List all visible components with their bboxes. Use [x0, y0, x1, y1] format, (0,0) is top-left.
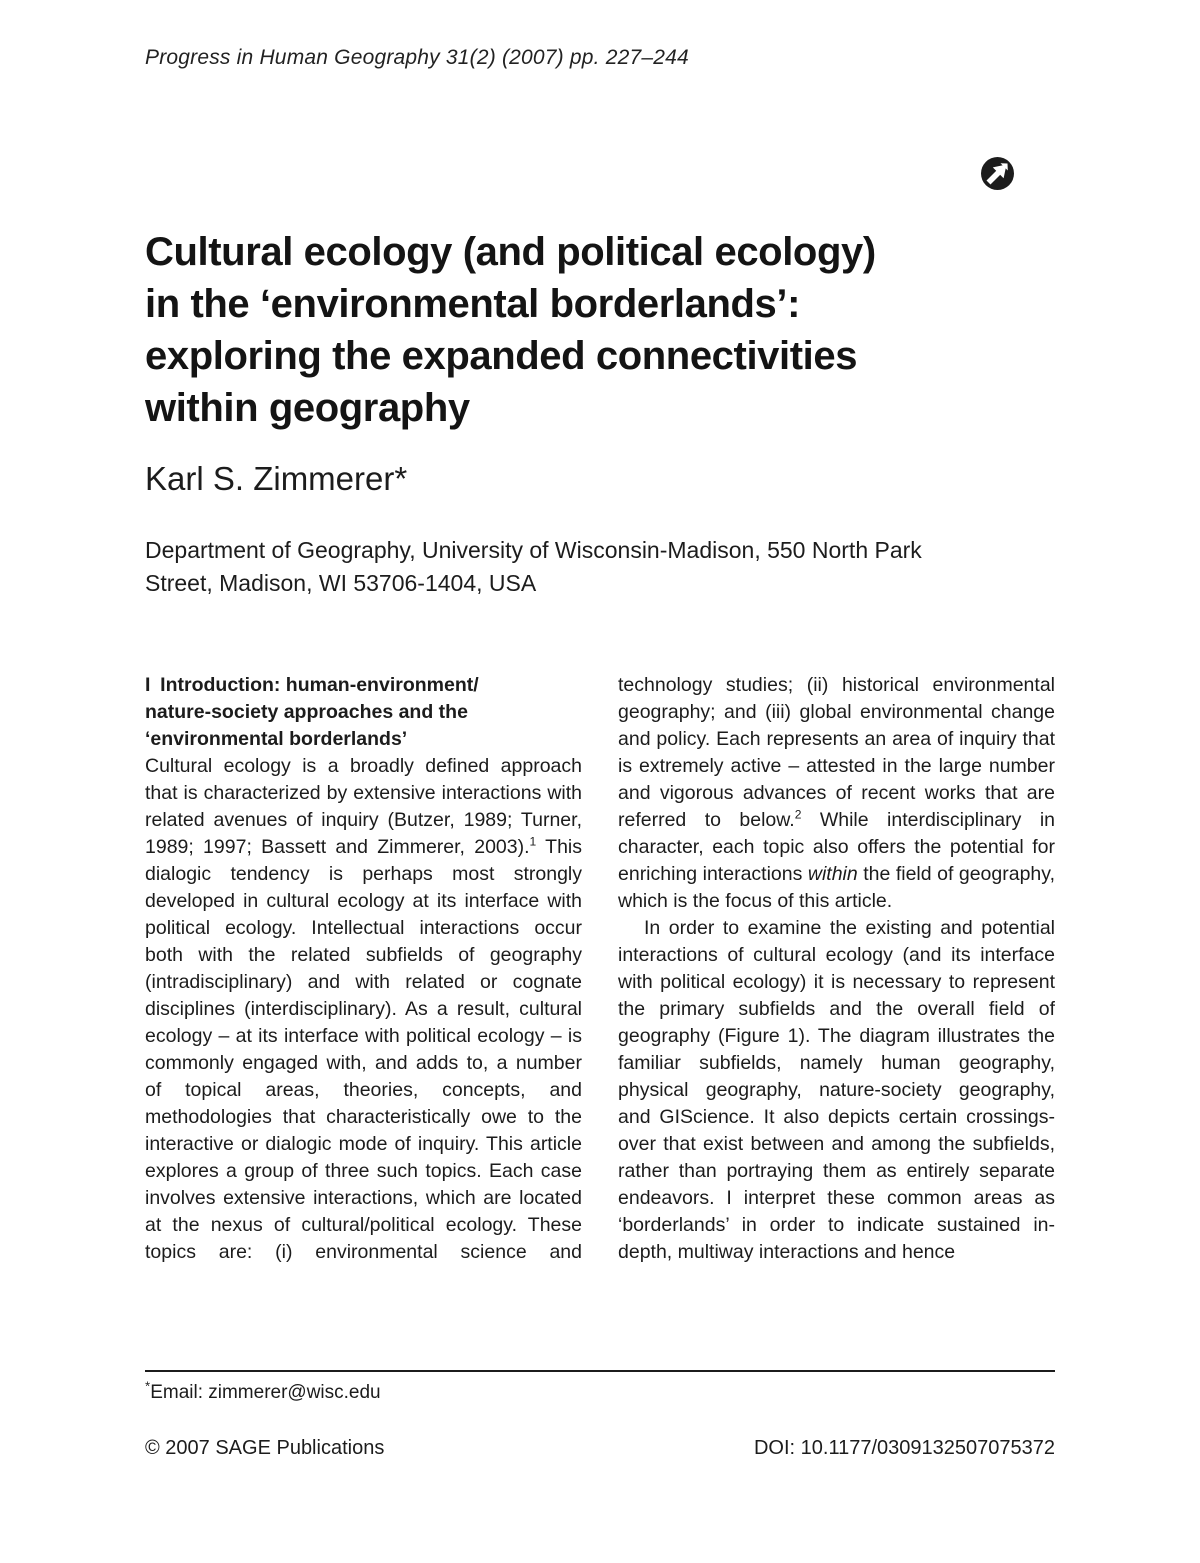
email-text: Email: zimmerer@wisc.edu [150, 1382, 381, 1403]
copyright-notice: © 2007 SAGE Publications [145, 1437, 385, 1459]
article-title [145, 226, 876, 434]
footnote-mark: * [145, 1378, 151, 1394]
page-footer [145, 1437, 1055, 1460]
journal-citation: Progress in Human Geography 31(2) (2007) pp. 227–244 [145, 46, 689, 69]
article-title-line: in the ‘environmental borderlands’: [145, 282, 800, 326]
section-heading-line: nature-society approaches and the [145, 701, 468, 723]
article-title-line: exploring the expanded connectivities [145, 334, 858, 378]
article-body [145, 672, 1055, 1330]
section-heading-line: I Introduction: human-environment/ [145, 674, 479, 696]
footnote-divider [145, 1370, 1055, 1372]
author-name: Karl S. Zimmerer* [145, 460, 408, 497]
publisher-arrow-circle-icon [980, 156, 1015, 191]
section-heading [145, 672, 582, 753]
doi-text: DOI: 10.1177/0309132507075372 [753, 1437, 1055, 1459]
section-heading-line: ‘environmental borderlands’ [145, 728, 408, 750]
affiliation-line: Department of Geography, University of Wisconsin-Madison, 550 North Park [145, 537, 922, 563]
author-affiliation [145, 534, 922, 600]
article-title-line: within geography [145, 386, 470, 430]
body-paragraph: Cultural ecology is a broadly defined approach that is characterized by extensive interactions with related avenues of inquiry (Butzer, 1989; Turner, 1989; 1997; Bassett and Zimmerer, 2003).$^1$ This dialogic tendency is perhaps most strongly developed in cultural ecology at its interface with political ecology. Intellectual interactions occur both with the related subfields of geography (intradisciplinary) and with related or cognate disciplines (interdisciplinary). As a result, cultural ecology – at its interface with political ecology – is commonly engaged with, and adds to, a number of topical areas, theories, concepts, and methodologies that characteristically owe to the interactive or dialogic mode of inquiry. This article explores a group of three such topics. Each case involves extensive interactions, which are located at the nexus of cultural/political ecology. These topics are: (i) environmental science and technology studies; (ii) historical environmental geography; and (iii) global environmental change and policy. Each represents an area of inquiry that is extremely active – attested in the large number and vigorous advances of recent works that are referred to below.$^2$ While interdisciplinary in character, each topic also offers the potential for enriching interactions within the field of geography, which is the focus of this article. [145, 674, 1055, 1263]
email-footnote [145, 1378, 381, 1404]
article-title-line: Cultural ecology (and political ecology) [145, 230, 876, 274]
affiliation-line: Street, Madison, WI 53706-1404, USA [145, 570, 537, 596]
body-paragraph: In order to examine the existing and potential interactions of cultural ecology (and its interface with political ecology) it is necessary to represent the primary subfields and the overall field of geography (Figure 1). The diagram illustrates the familiar subfields, namely human geography, physical geography, nature-society geography, and GIScience. It also depicts certain crossings-over that exist between and among the subfields, rather than portraying them as entirely separate endeavors. I interpret these common areas as ‘borderlands’ in order to indicate sustained in-depth, multiway interactions and hence [618, 917, 1055, 1263]
